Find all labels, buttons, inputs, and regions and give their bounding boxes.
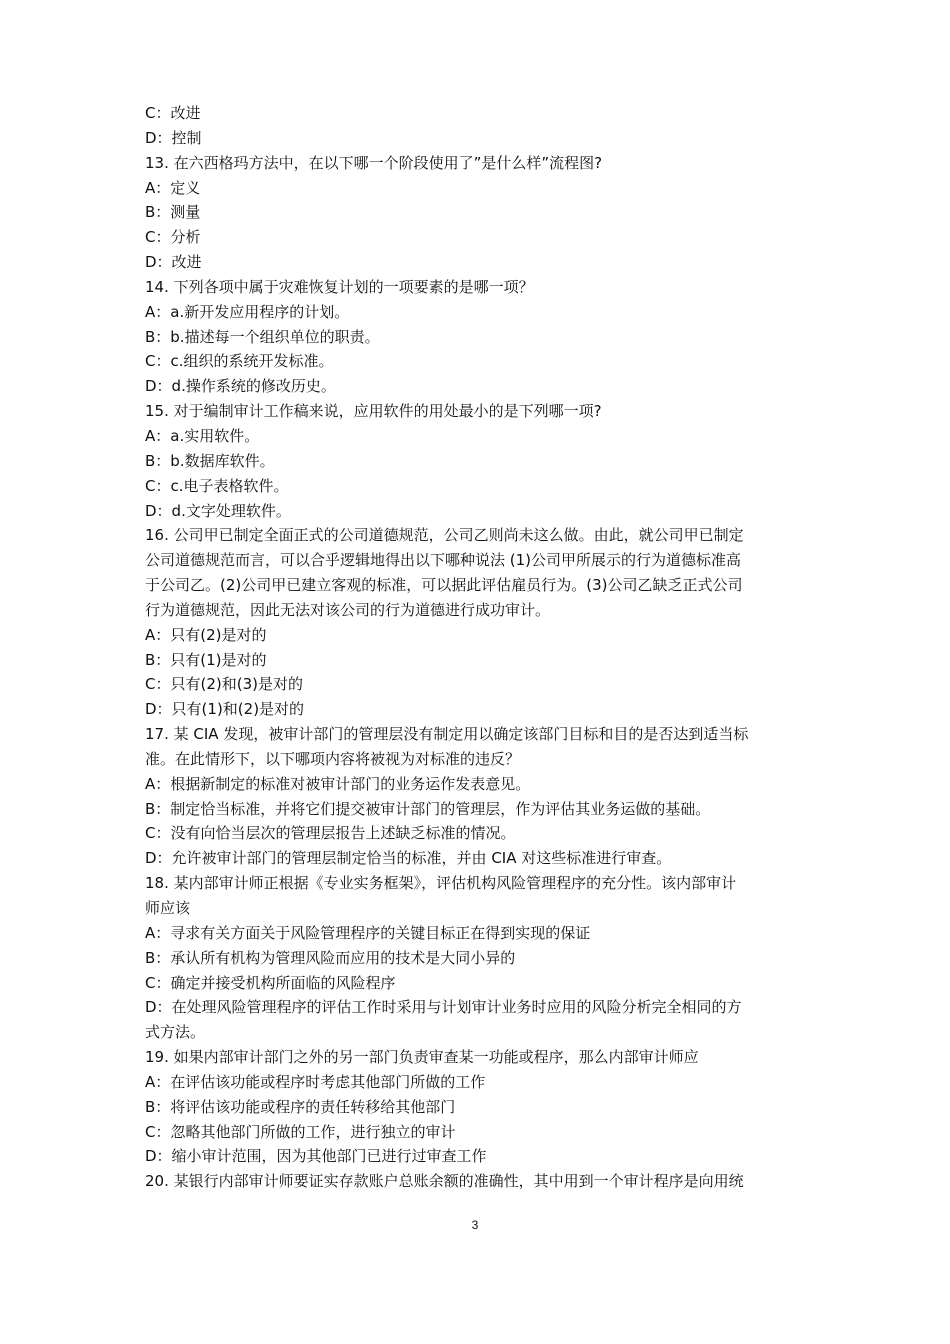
- text-line: D：改进: [145, 253, 202, 272]
- text-line: A：在评估该功能或程序时考虑其他部门所做的工作: [145, 1072, 486, 1091]
- text-line: 20. 某银行内部审计师要证实存款账户总账余额的准确性，其中用到一个审计程序是向用统: [145, 1172, 744, 1191]
- text-line: D：控制: [145, 128, 202, 147]
- text-line: 于公司乙。(2)公司甲已建立客观的标准，可以据此评估雇员行为。(3)公司乙缺乏正式公司: [145, 576, 743, 595]
- text-line: C：没有向恰当层次的管理层报告上述缺乏标准的情况。: [145, 824, 516, 843]
- text-line: D：在处理风险管理程序的评估工作时采用与计划审计业务时应用的风险分析完全相同的方: [145, 998, 742, 1017]
- text-line: B：将评估该功能或程序的责任转移给其他部门: [145, 1097, 456, 1116]
- page-number: 3: [471, 1218, 479, 1232]
- text-line: D：缩小审计范围，因为其他部门已进行过审查工作: [145, 1147, 487, 1166]
- text-line: C：c.组织的系统开发标准。: [145, 352, 334, 371]
- text-line: B：测量: [145, 203, 201, 222]
- text-line: A：定义: [145, 178, 201, 197]
- text-line: 准。在此情形下，以下哪项内容将被视为对标准的违反？: [145, 749, 521, 768]
- text-line: D：允许被审计部门的管理层制定恰当的标准，并由 CIA 对这些标准进行审查。: [145, 849, 672, 868]
- text-line: B：b.描述每一个组织单位的职责。: [145, 327, 380, 346]
- text-line: 公司道德规范而言，可以合乎逻辑地得出以下哪种说法 (1)公司甲所展示的行为道德标准高: [145, 551, 742, 570]
- text-line: B：承认所有机构为管理风险而应用的技术是大同小异的: [145, 948, 516, 967]
- text-line: A：只有(2)是对的: [145, 625, 267, 644]
- text-line: C：忽略其他部门所做的工作，进行独立的审计: [145, 1122, 456, 1141]
- text-line: C：只有(2)和(3)是对的: [145, 675, 303, 694]
- text-line: 15. 对于编制审计工作稿来说，应用软件的用处最小的是下列哪一项?: [145, 402, 602, 421]
- text-line: A：a.新开发应用程序的计划。: [145, 302, 350, 321]
- text-line: 式方法。: [145, 1023, 206, 1042]
- text-line: A：a.实用软件。: [145, 426, 260, 445]
- text-line: 行为道德规范，因此无法对该公司的行为道德进行成功审计。: [145, 600, 551, 619]
- text-line: 师应该: [145, 899, 191, 917]
- text-line: B：制定恰当标准，并将它们提交被审计部门的管理层，作为评估其业务运做的基础。: [145, 799, 711, 818]
- text-line: D：只有(1)和(2)是对的: [145, 700, 305, 719]
- text-line: C：分析: [145, 228, 201, 247]
- text-line: 18. 某内部审计师正根据《专业实务框架》，评估机构风险管理程序的充分性。该内部审计: [145, 874, 737, 893]
- text-line: B：只有(1)是对的: [145, 650, 267, 669]
- text-line: A：根据新制定的标准对被审计部门的业务运作发表意见。: [145, 774, 531, 793]
- text-line: 13. 在六西格玛方法中，在以下哪一个阶段使用了”是什么样”流程图?: [145, 153, 603, 172]
- text-line: D：d.操作系统的修改历史。: [145, 377, 336, 396]
- text-line: 17. 某 CIA 发现，被审计部门的管理层没有制定用以确定该部门目标和目的是否达到适当标: [145, 725, 749, 744]
- text-line: B：b.数据库软件。: [145, 451, 275, 470]
- text-line: 14. 下列各项中属于灾难恢复计划的一项要素的是哪一项？: [145, 277, 534, 296]
- text-line: C：确定并接受机构所面临的风险程序: [145, 973, 396, 992]
- document-body: [145, 101, 815, 1194]
- text-line: D：d.文字处理软件。: [145, 501, 291, 520]
- text-line: A：寻求有关方面关于风险管理程序的关键目标正在得到实现的保证: [145, 923, 591, 942]
- text-line: C：改进: [145, 104, 201, 122]
- text-line: C：c.电子表格软件。: [145, 476, 289, 495]
- text-line: 19. 如果内部审计部门之外的另一部门负责审查某一功能或程序，那么内部审计师应: [145, 1048, 699, 1067]
- text-line: 16. 公司甲已制定全面正式的公司道德规范，公司乙则尚未这么做。由此，就公司甲已制定: [145, 526, 744, 545]
